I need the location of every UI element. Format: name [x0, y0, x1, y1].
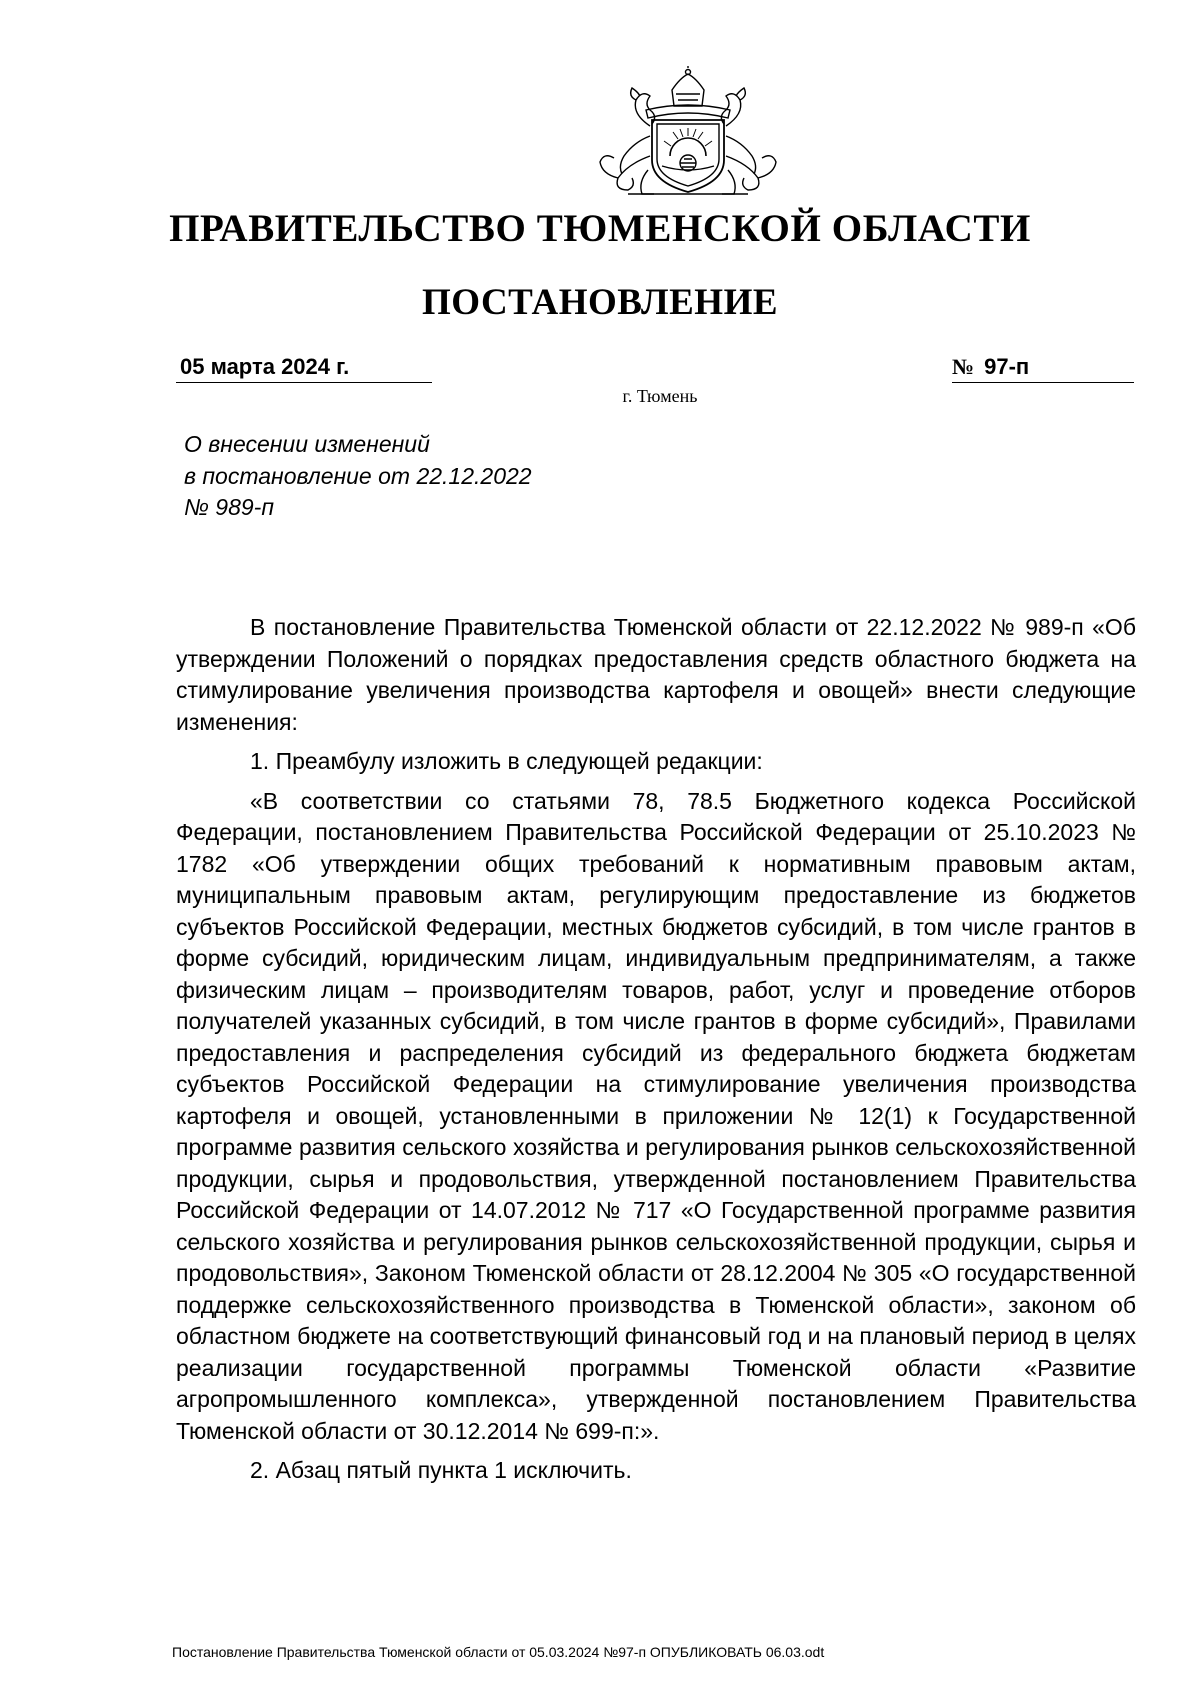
document-subject — [184, 429, 704, 524]
document-type-title: ПОСТАНОВЛЕНИЕ — [421, 282, 779, 323]
number-sign: № — [952, 354, 975, 379]
government-title: ПРАВИТЕЛЬСТВО ТЮМЕНСКОЙ ОБЛАСТИ — [169, 207, 1031, 250]
subject-line: О внесении изменений — [184, 431, 430, 457]
body-paragraph: 2. Абзац пятый пункта 1 исключить. — [250, 1457, 632, 1483]
body-paragraph: «В соответствии со статьями 78, 78.5 Бюджетного кодекса Российской Федерации, постановлением Правительства Российской Федерации от 25.10.2023 № 1782 «Об утверждении общих требований к нормативным правовым актам, муниципальным правовым актам, регулирующим предоставление из бюджетов субъектов Российской Федерации, местных бюджетов субсидий, в том числе грантов в форме субсидий, юридическим лицам, индивидуальным предпринимателям, а также физическим лицам – производителям товаров, работ, услуг и проведение отборов получателей указанных субсидий, в том числе грантов в форме субсидий», Правилами предоставления и распределения субсидий из федерального бюджета бюджетам субъектов Российской Федерации на стимулирование увеличения производства картофеля и овощей, установленными в приложении № 12(1) к Государственной программе развития сельского хозяйства и регулирования рынков сельскохозяйственной продукции, сырья и продовольствия, утвержденной постановлением Правительства Российской Федерации от 14.07.2012 № 717 «О Государственной программе развития сельского хозяйства и регулирования рынков сельскохозяйственной продукции, сырья и продовольствия», Законом Тюменской области от 28.12.2004 № 305 «О государственной поддержке сельскохозяйственного производства в Тюменской области», законом об областном бюджете на соответствующий финансовый год и на плановый период в целях реализации государственной программы Тюменской области «Развитие агропромышленного комплекса», утвержденной постановлением Правительства Тюменской области от 30.12.2014 № 699-п:». — [176, 787, 1136, 1444]
document-number: 97-п — [984, 354, 1030, 379]
body-paragraph: В постановление Правительства Тюменской области от 22.12.2022 № 989-п «Об утверждении Положений о порядках предоставления средств областного бюджета на стимулирование увеличения производства картофеля и овощей» внести следующие изменения: — [176, 614, 1136, 735]
tyumen-oblast-coat-of-arms-icon — [588, 66, 788, 198]
document-city: г. Тюмень — [622, 386, 698, 406]
document-number-field — [952, 352, 1134, 383]
body-paragraph: 1. Преамбулу изложить в следующей редакции: — [250, 748, 763, 774]
subject-line: № 989-п — [184, 494, 274, 520]
document-date: 05 марта 2024 г. — [176, 352, 432, 383]
subject-line: в постановление от 22.12.2022 — [184, 462, 532, 489]
document-footer: Постановление Правительства Тюменской области от 05.03.2024 №97-п ОПУБЛИКОВАТЬ 06.03.odt — [172, 1644, 825, 1660]
document-body — [176, 612, 1136, 1495]
